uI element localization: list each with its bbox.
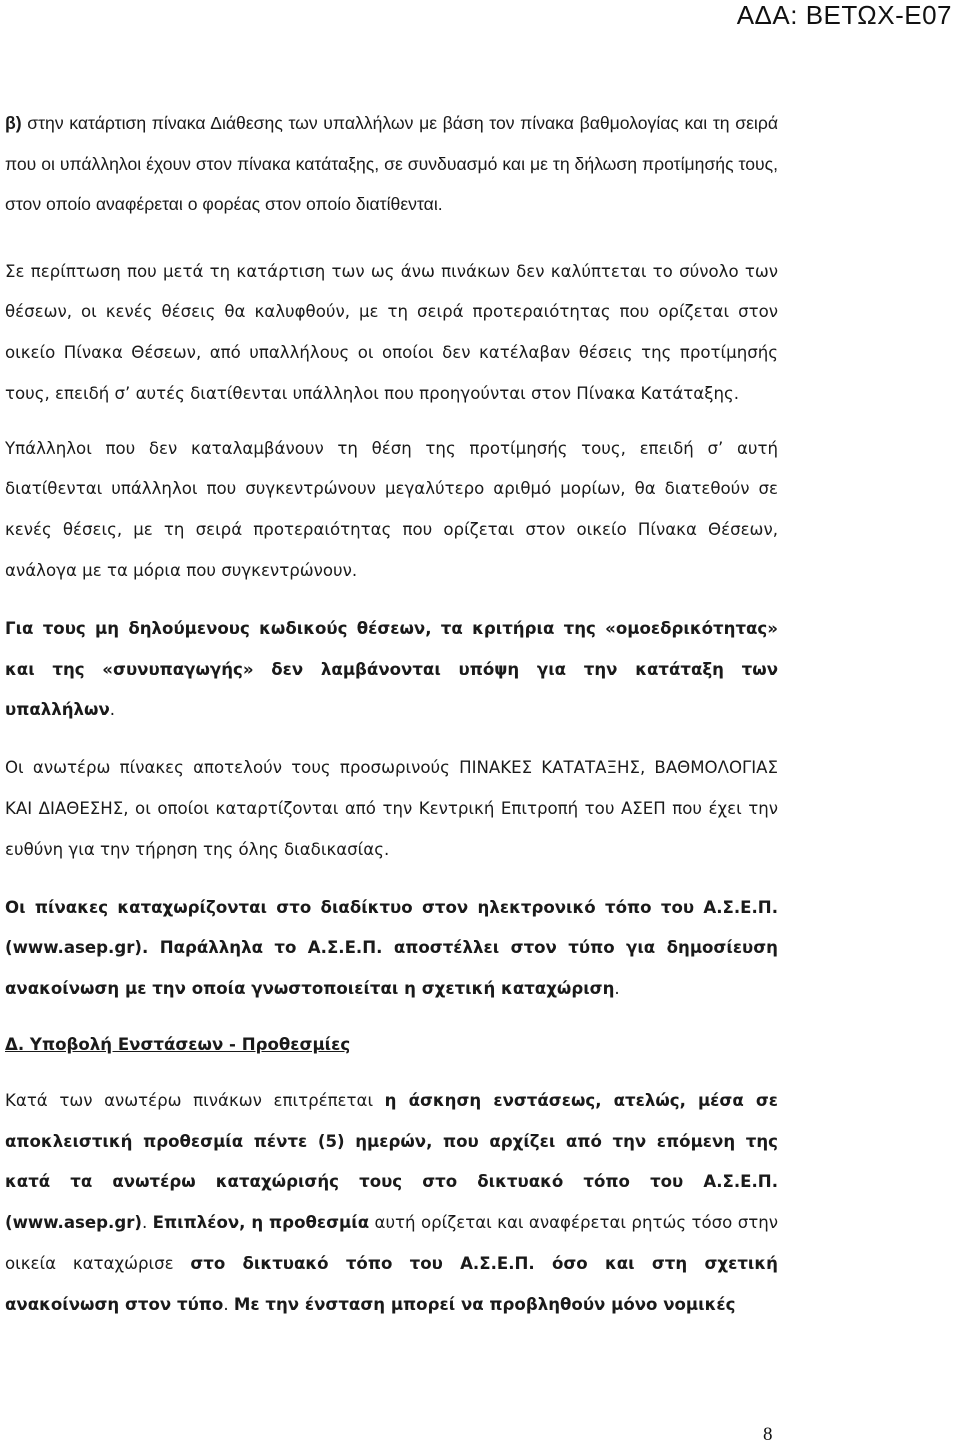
paragraph-undeclared-codes-bold: Για τους μη δηλούμενους κωδικούς θέσεων, τα κριτήρια της «ομοεδρικότητας» και της «συνυπαγωγής» δεν λαμβάνονται υπόψη για την κατάταξη των υπαλλήλων xyxy=(5,618,778,720)
objections-seg-4: Επιπλέον, η προθεσμία xyxy=(152,1213,370,1233)
paragraph-undeclared-codes xyxy=(5,609,778,731)
document-body xyxy=(5,103,778,1326)
paragraph-unassigned-employees: Υπάλληλοι που δεν καταλαμβάνουν τη θέση της προτίμησής τους, επειδή σ’ αυτή διατίθενται υπάλληλοι που συγκεντρώνουν μεγαλύτερο αριθμό μορίων, θα διατεθούν σε κενές θέσεις, με τη σειρά προτεραιότητας που ορίζεται στον οικείο Πίνακα Θέσεων, ανάλογα με τα μόρια που συγκεντρώνουν. xyxy=(5,438,778,581)
paragraph-vacant-positions: Σε περίπτωση που μετά τη κατάρτιση των ως άνω πινάκων δεν καλύπτεται το σύνολο των θέσεων, οι κενές θέσεις θα καλυφθούν, με τη σειρά προτεραιότητας που ορίζεται στον οικείο Πίνακα Θέσεων, από υπαλλήλους οι οποίοι δεν κατέλαβαν θέσεις της προτίμησής τους, επειδή σ’ αυτές διατίθενται υπάλληλοι που προηγούνται στον Πίνακα Κατάταξης. xyxy=(5,261,778,403)
page-number: 8 xyxy=(763,1424,773,1445)
objections-seg-3: . xyxy=(141,1213,153,1233)
paragraph-publication-tail: . xyxy=(614,979,620,999)
paragraph-b xyxy=(5,103,778,225)
paragraph-publication xyxy=(5,888,778,1010)
ada-code-header: ΑΔΑ: ΒΕΤΩΧ-Ε07 xyxy=(736,0,952,30)
paragraph-undeclared-codes-tail: . xyxy=(109,700,116,720)
objections-seg-5: αυτή ορίζεται και αναφέρεται ρητώς τόσο στην οικεία καταχώρισε xyxy=(5,1213,778,1274)
paragraph-b-lead: β) xyxy=(5,113,22,133)
section-heading-text: Δ. Υποβολή Ενστάσεων - Προθεσμίες xyxy=(5,1035,351,1055)
objections-seg-1: Κατά των ανωτέρω πινάκων επιτρέπεται xyxy=(5,1090,385,1110)
paragraph-objections xyxy=(5,1081,778,1326)
paragraph-b-text: στην κατάρτιση πίνακα Διάθεσης των υπαλλήλων με βάση τον πίνακα βαθμολογίας και τη σειρά που οι υπάλληλοι έχουν στον πίνακα κατάταξης, σε συνδυασμό και με τη δήλωση προτίμησής τους, στον οποίο αναφέρεται ο φορέας στον οποίο διατίθενται. xyxy=(5,113,778,214)
objections-seg-8: Με την ένσταση μπορεί να προβληθούν μόνο νομικές xyxy=(233,1294,736,1314)
paragraph-provisional-tables: Οι ανωτέρω πίνακες αποτελούν τους προσωρινούς ΠΙΝΑΚΕΣ ΚΑΤΑΤΑΞΗΣ, ΒΑΘΜΟΛΟΓΙΑΣ ΚΑΙ ΔΙΑΘΕΣΗΣ, οι οποίοι καταρτίζονται από την Κεντρική Επιτροπή του ΑΣΕΠ που έχει την ευθύνη για την τήρηση της όλης διαδικασίας. xyxy=(5,758,778,859)
objections-seg-2: η άσκηση ενστάσεως, ατελώς, μέσα σε αποκλειστική προθεσμία πέντε (5) ημερών, που αρχίζει από την επόμενη της κατά τα ανωτέρω καταχώρισής τους στο δικτυακό τόπο του Α.Σ.Ε.Π. (www.asep.gr) xyxy=(5,1090,778,1233)
objections-seg-6: στο δικτυακό τόπο του Α.Σ.Ε.Π. όσο και στη σχετική ανακοίνωση στον τύπο xyxy=(5,1254,778,1314)
paragraph-publication-bold: Οι πίνακες καταχωρίζονται στο διαδίκτυο στον ηλεκτρονικό τόπο του Α.Σ.Ε.Π. (www.asep.gr). Παράλληλα το Α.Σ.Ε.Π. αποστέλλει στον τύπο για δημοσίευση ανακοίνωση με την οποία γνωστοποιείται η σχετική καταχώριση xyxy=(5,897,778,999)
section-heading-objections xyxy=(5,1025,778,1066)
objections-seg-7: . xyxy=(223,1294,234,1314)
